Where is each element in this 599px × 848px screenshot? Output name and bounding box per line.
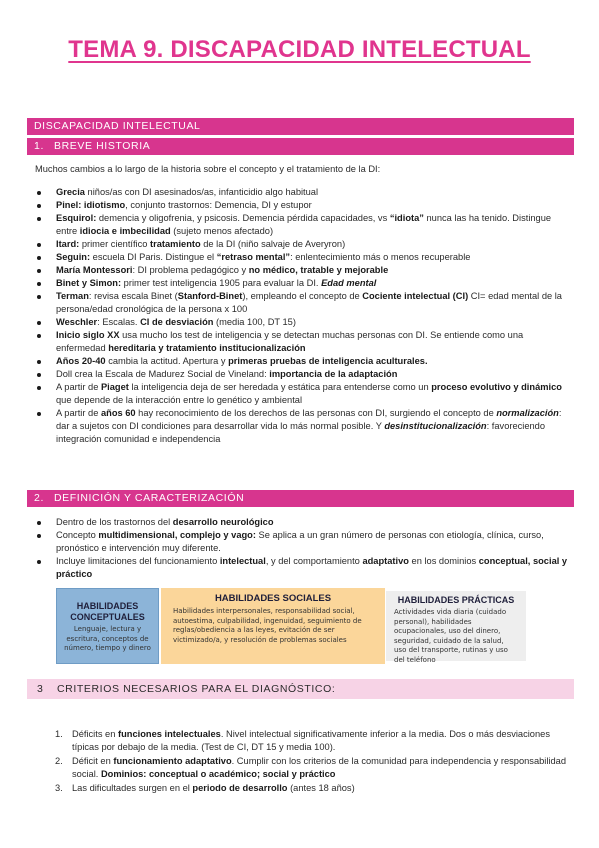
page-title: TEMA 9. DISCAPACIDAD INTELECTUAL bbox=[68, 36, 531, 63]
section-number: 1. bbox=[34, 140, 44, 152]
text-run: nunca las ha tenido. Distingue entre bbox=[56, 213, 552, 236]
emphasis-text: CI de desviación bbox=[140, 317, 214, 327]
section-label: DEFINICIÓN Y CARACTERIZACIÓN bbox=[54, 492, 245, 504]
emphasis-text: no médico, tratable y mejorable bbox=[248, 265, 389, 275]
text-run: cambia la actitud. Apertura y bbox=[105, 356, 229, 366]
history-list bbox=[35, 186, 570, 446]
practical-skills-text: Actividades vida diaria (cuidado personal), habilidades ocupacionales, uso del dinero, seguridad, cuidado de la salud, uso del transporte, rutinas y uso del teléfono bbox=[394, 608, 508, 664]
practical-skills-title: HABILIDADES PRÁCTICAS bbox=[397, 595, 515, 605]
list-item bbox=[35, 407, 570, 446]
text-run: (antes 18 años) bbox=[287, 783, 355, 793]
list-item bbox=[35, 251, 570, 264]
emphasis-text: Terman bbox=[56, 291, 89, 301]
criteria-list bbox=[35, 728, 570, 796]
list-item bbox=[35, 355, 570, 368]
emphasis-text: Esquirol: bbox=[56, 213, 97, 223]
text-run: , conjunto trastornos: Demencia, DI y estupor bbox=[125, 200, 312, 210]
text-run: (sujeto menos afectado) bbox=[170, 226, 274, 236]
definition-list bbox=[35, 516, 570, 581]
emphasis-text: normalización bbox=[496, 408, 559, 418]
text-run: la inteligencia deja de ser heredada y estática para entenderse como un bbox=[128, 382, 432, 392]
text-run: : enlentecimiento más o menos recuperable bbox=[290, 252, 471, 262]
emphasis-text: funciones intelectuales bbox=[118, 729, 221, 739]
text-run: Déficit en bbox=[72, 756, 114, 766]
item-number: 3. bbox=[55, 783, 63, 793]
emphasis-text: Inicio siglo XX bbox=[56, 330, 120, 340]
text-run: Incluye limitaciones del funcionamiento bbox=[56, 556, 220, 566]
section-header-history bbox=[27, 138, 574, 155]
item-number: 2. bbox=[55, 756, 63, 766]
text-run: demencia y oligofrenia, y psicosis. Demencia pérdida capacidades, vs bbox=[96, 213, 390, 223]
section-number: 3 bbox=[37, 683, 44, 695]
list-item bbox=[35, 316, 570, 329]
emphasis-text: intelectual bbox=[219, 556, 266, 566]
text-run: , y del comportamiento bbox=[265, 556, 363, 566]
list-item bbox=[35, 516, 570, 529]
section-header-definition bbox=[27, 490, 574, 507]
list-item bbox=[35, 529, 570, 555]
text-run: Las dificultades surgen en el bbox=[72, 783, 193, 793]
item-number: 1. bbox=[55, 729, 63, 739]
social-skills-box bbox=[161, 588, 385, 664]
section-label: BREVE HISTORIA bbox=[54, 140, 151, 152]
text-run: usa mucho los test de inteligencia y se detectan muchas personas con DI. Se entiende como una enfermedad bbox=[56, 330, 524, 353]
text-run: . Cumplir con los criterios de la comunidad para independencia y responsabilidad social. bbox=[72, 756, 567, 779]
emphasis-text: hereditaria y tratamiento institucionalización bbox=[108, 343, 306, 353]
emphasis-text: funcionamiento adaptativo bbox=[113, 756, 232, 766]
text-run: Déficits en bbox=[72, 729, 118, 739]
list-item bbox=[35, 555, 570, 581]
list-item bbox=[35, 199, 570, 212]
text-run: : revisa escala Binet ( bbox=[88, 291, 178, 301]
list-item bbox=[35, 329, 570, 355]
text-run: : dar a sujetos con DI condiciones para desarrollar vida lo más normal posible. Y bbox=[56, 408, 562, 431]
text-run: niños/as con DI asesinados/as, infanticidio algo habitual bbox=[84, 187, 319, 197]
text-run: primer científico bbox=[79, 239, 151, 249]
text-run: : favoreciendo integración comunidad e independencia bbox=[56, 421, 546, 444]
list-item bbox=[35, 264, 570, 277]
list-item bbox=[35, 755, 570, 781]
emphasis-text: María Montessori bbox=[56, 265, 133, 275]
text-run: en los dominios bbox=[408, 556, 479, 566]
emphasis-text: adaptativo bbox=[362, 556, 409, 566]
list-item bbox=[35, 212, 570, 238]
text-run: ), empleando el concepto de bbox=[242, 291, 363, 301]
text-run: primer test inteligencia 1905 para evaluar la DI. bbox=[121, 278, 322, 288]
text-run: : DI problema pedagógico y bbox=[132, 265, 249, 275]
text-run: de la DI (niño salvaje de Averyron) bbox=[200, 239, 346, 249]
conceptual-skills-box bbox=[56, 588, 159, 664]
text-run: escuela DI Paris. Distingue el bbox=[90, 252, 217, 262]
emphasis-text: Stanford-Binet bbox=[177, 291, 243, 301]
section-label: CRITERIOS NECESARIOS PARA EL DIAGNÓSTICO: bbox=[57, 683, 336, 695]
emphasis-text: multidimensional, complejo y vago: bbox=[98, 530, 256, 540]
text-run: Concepto bbox=[56, 530, 99, 540]
list-item bbox=[35, 368, 570, 381]
emphasis-text: Cociente intelectual (CI) bbox=[362, 291, 469, 301]
practical-skills-box bbox=[386, 591, 526, 664]
emphasis-text: “idiota” bbox=[389, 213, 424, 223]
emphasis-text: Seguin: bbox=[56, 252, 91, 262]
text-run: hay reconocimiento de los derechos de las personas con DI, surgiendo el concepto de bbox=[135, 408, 497, 418]
emphasis-text: Dominios: conceptual o académico; social y práctico bbox=[100, 769, 336, 779]
list-item bbox=[35, 782, 570, 795]
text-run: CI= edad mental de la persona/edad cronológica de la persona x 100 bbox=[56, 291, 562, 314]
emphasis-text: conceptual, social y práctico bbox=[56, 556, 568, 579]
emphasis-text: primeras pruebas de inteligencia aculturales. bbox=[228, 356, 428, 366]
emphasis-text: periodo de desarrollo bbox=[192, 783, 288, 793]
emphasis-text: proceso evolutivo y dinámico bbox=[431, 382, 562, 392]
emphasis-text: Grecia bbox=[56, 187, 85, 197]
list-item bbox=[35, 728, 570, 754]
text-run: Dentro de los trastornos del bbox=[56, 517, 173, 527]
emphasis-text: Piaget bbox=[100, 382, 129, 392]
emphasis-text: Edad mental bbox=[321, 278, 377, 288]
emphasis-text: Binet y Simon: bbox=[56, 278, 122, 288]
emphasis-text: Años 20-40 bbox=[56, 356, 106, 366]
text-run: . Nivel intelectual significativamente inferior a la media. Dos o más desviaciones típicas por debajo de la media. (Test de CI, DT 15 y media 100). bbox=[72, 729, 550, 752]
list-item bbox=[35, 277, 570, 290]
conceptual-skills-title: HABILIDADES CONCEPTUALES bbox=[70, 601, 145, 622]
list-item bbox=[35, 381, 570, 407]
text-run: A partir de bbox=[56, 382, 101, 392]
emphasis-text: Weschler bbox=[56, 317, 98, 327]
emphasis-text: desarrollo neurológico bbox=[172, 517, 274, 527]
list-item bbox=[35, 186, 570, 199]
history-intro: Muchos cambios a lo largo de la historia sobre el concepto y el tratamiento de la DI: bbox=[35, 164, 381, 174]
emphasis-text: desinstitucionalización bbox=[384, 421, 487, 431]
section-header-criteria bbox=[27, 679, 574, 699]
emphasis-text: años 60 bbox=[100, 408, 136, 418]
emphasis-text: importancia de la adaptación bbox=[269, 369, 398, 379]
text-run: (media 100, DT 15) bbox=[213, 317, 296, 327]
social-skills-title: HABILIDADES SOCIALES bbox=[214, 593, 332, 604]
text-run: Se aplica a un gran número de personas con etiología, clínica, curso, pronóstico e intervención muy diferente. bbox=[56, 530, 544, 553]
section-header-main: DISCAPACIDAD INTELECTUAL bbox=[27, 118, 574, 135]
conceptual-skills-text: Lenguaje, lectura y escritura, conceptos de número, tiempo y dinero bbox=[64, 625, 151, 652]
emphasis-text: “retraso mental” bbox=[216, 252, 291, 262]
emphasis-text: tratamiento bbox=[150, 239, 201, 249]
text-run: : Escalas. bbox=[97, 317, 141, 327]
list-item bbox=[35, 238, 570, 251]
emphasis-text: Pinel: idiotismo bbox=[56, 200, 126, 210]
social-skills-text: Habilidades interpersonales, responsabilidad social, autoestima, culpabilidad, ingenuidad, seguimiento de reglas/obediencia a las leyes, evitación de ser victimizado/a, y resolución de problemas sociales bbox=[173, 607, 362, 644]
text-run: A partir de bbox=[56, 408, 101, 418]
emphasis-text: idiocia e imbecilidad bbox=[79, 226, 171, 236]
list-item bbox=[35, 290, 570, 316]
text-run: Doll crea la Escala de Madurez Social de Vineland: bbox=[56, 369, 270, 379]
section-number: 2. bbox=[34, 492, 44, 504]
text-run: que depende de la interacción entre lo genético y ambiental bbox=[56, 395, 303, 405]
emphasis-text: Itard: bbox=[56, 239, 80, 249]
